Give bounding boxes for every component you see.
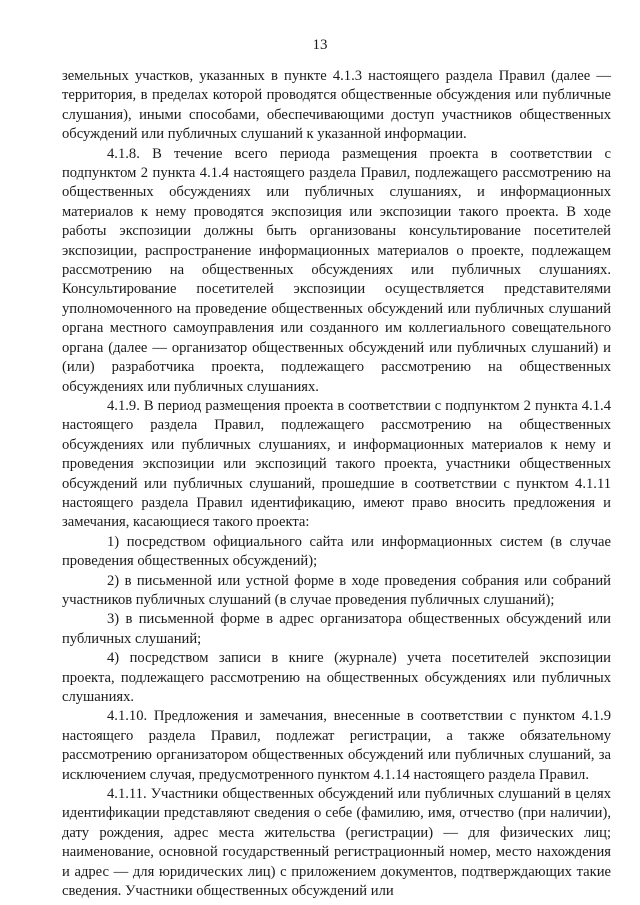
page-number: 13 [312, 37, 328, 53]
document-body [62, 67, 611, 901]
paragraph-4-1-9: 4.1.9. В период размещения проекта в соответствии с подпунктом 2 пункта 4.1.4 настоящего раздела Правил, подлежащего рассмотрению на общественных обсуждениях или публичных слушаниях, и информационных материалов к нему и проведения экспозиции или экспозиций такого проекта, участники общественных обсуждений или публичных слушаний, прошедшие в соответствии с пунктом 4.1.11 настоящего раздела Правил идентификацию, имеют право вносить предложения и замечания, касающиеся такого проекта: [62, 397, 611, 531]
paragraph-4-1-10: 4.1.10. Предложения и замечания, внесенные в соответствии с пунктом 4.1.9 настоящего раздела Правил, подлежат регистрации, а также обязательному рассмотрению организатором общественных обсуждений или публичных слушаний, за исключением случая, предусмотренного пунктом 4.1.14 настоящего раздела Правил. [62, 708, 611, 783]
paragraph-continuation: земельных участков, указанных в пункте 4.1.3 настоящего раздела Правил (далее — территория, в пределах которой проводятся общественные обсуждения или публичные слушания), иными способами, обеспечивающими доступ участников общественных обсуждений или публичных слушаний к указанной информации. [62, 68, 611, 143]
list-item-2: 2) в письменной или устной форме в ходе проведения собрания или собраний участников публичных слушаний (в случае проведения публичных слушаний); [62, 572, 611, 608]
list-item-1: 1) посредством официального сайта или информационных систем (в случае проведения общественных обсуждений); [62, 533, 611, 570]
list-item-3: 3) в письменной форме в адрес организатора общественных обсуждений или публичных слушаний; [62, 611, 611, 647]
paragraph-4-1-8: 4.1.8. В течение всего периода размещения проекта в соответствии с подпунктом 2 пункта 4.1.4 настоящего раздела Правил, подлежащего рассмотрению на общественных обсуждениях или публичных слушаниях, и информационных материалов к нему проводятся экспозиция или экспозиции такого проекта. В ходе работы экспозиции должны быть организованы консультирование посетителей экспозиции, распространение информационных материалов о проекте, подлежащем рассмотрению на общественных обсуждениях или публичных слушаниях. Консультирование посетителей экспозиции осуществляется представителями уполномоченного на проведение общественных обсуждений или публичных слушаний органа местного самоуправления или созданного им коллегиального совещательного органа (далее — организатор общественных обсуждений или публичных слушаний) и (или) разработчика проекта, подлежащего рассмотрению на общественных обсуждениях или публичных слушаниях. [62, 145, 611, 395]
list-item-4: 4) посредством записи в книге (журнале) учета посетителей экспозиции проекта, подлежащего рассмотрению на общественных обсуждениях или публичных слушаниях. [62, 650, 611, 705]
paragraph-4-1-11: 4.1.11. Участники общественных обсуждений или публичных слушаний в целях идентификации представляют сведения о себе (фамилию, имя, отчество (при наличии), дату рождения, адрес места жительства (регистрации) — для физических лиц; наименование, основной государственный регистрационный номер, место нахождения и адрес — для юридических лиц) с приложением документов, подтверждающих такие сведения. Участники общественных обсуждений или [62, 786, 611, 900]
